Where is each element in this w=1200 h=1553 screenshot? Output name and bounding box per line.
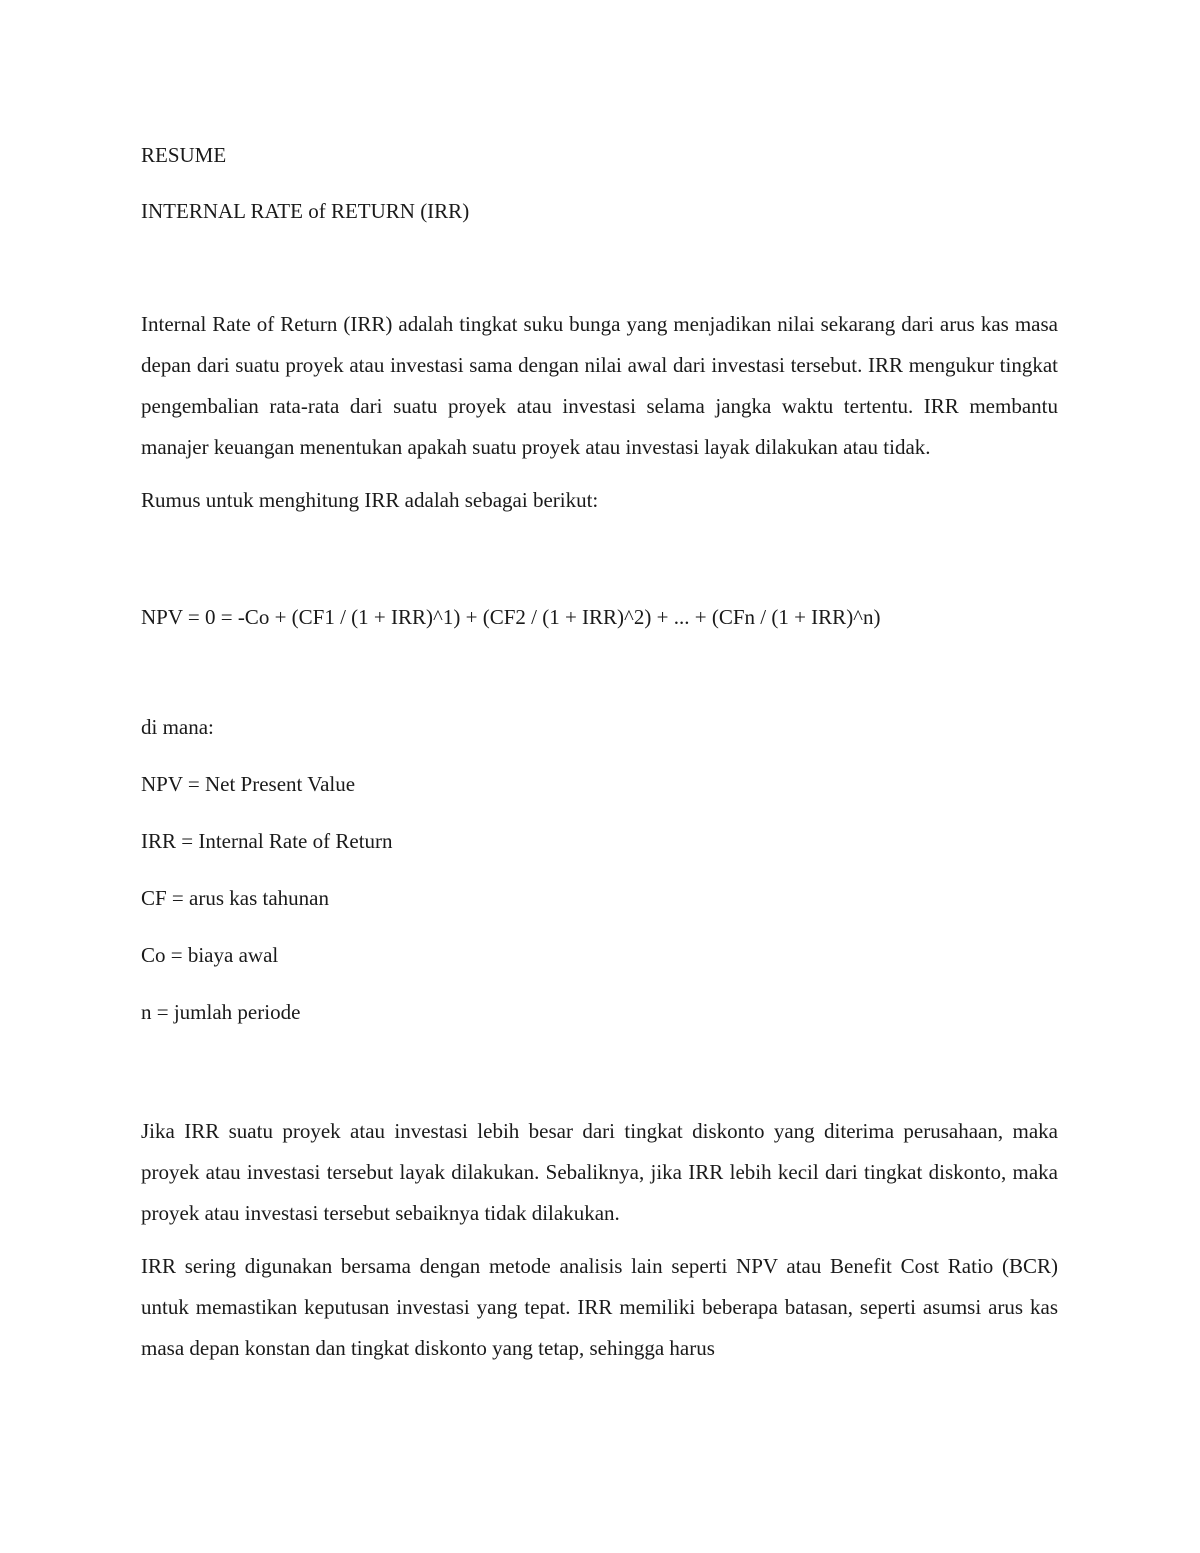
definition-cf: CF = arus kas tahunan (141, 886, 329, 910)
where-label: di mana: (141, 715, 214, 739)
paragraph-limitations: IRR sering digunakan bersama dengan metode analisis lain seperti NPV atau Benefit Cost Ratio (BCR) untuk memastikan keputusan investasi yang tepat. IRR memiliki beberapa batasan, seperti asumsi arus kas masa depan konstan dan tingkat diskonto yang tetap, sehingga harus (141, 1254, 1058, 1360)
document-body (141, 141, 1058, 1369)
definition-co: Co = biaya awal (141, 943, 279, 967)
definition-npv: NPV = Net Present Value (141, 772, 356, 796)
definition-irr: IRR = Internal Rate of Return (141, 829, 393, 853)
document-subtitle: INTERNAL RATE of RETURN (IRR) (141, 199, 470, 223)
paragraph-decision-rule: Jika IRR suatu proyek atau investasi lebih besar dari tingkat diskonto yang diterima perusahaan, maka proyek atau investasi tersebut layak dilakukan. Sebaliknya, jika IRR lebih kecil dari tingkat diskonto, maka proyek atau investasi tersebut sebaiknya tidak dilakukan. (141, 1119, 1058, 1225)
definition-n: n = jumlah periode (141, 1000, 301, 1024)
paragraph-formula-intro: Rumus untuk menghitung IRR adalah sebagai berikut: (141, 488, 599, 512)
irr-formula: NPV = 0 = -Co + (CF1 / (1 + IRR)^1) + (CF2 / (1 + IRR)^2) + ... + (CFn / (1 + IRR)^n) (141, 605, 881, 629)
paragraph-definition: Internal Rate of Return (IRR) adalah tingkat suku bunga yang menjadikan nilai sekarang dari arus kas masa depan dari suatu proyek atau investasi sama dengan nilai awal dari investasi tersebut. IRR mengukur tingkat pengembalian rata-rata dari suatu proyek atau investasi selama jangka waktu tertentu. IRR membantu manajer keuangan menentukan apakah suatu proyek atau investasi layak dilakukan atau tidak. (141, 312, 1058, 459)
document-title: RESUME (141, 143, 227, 167)
